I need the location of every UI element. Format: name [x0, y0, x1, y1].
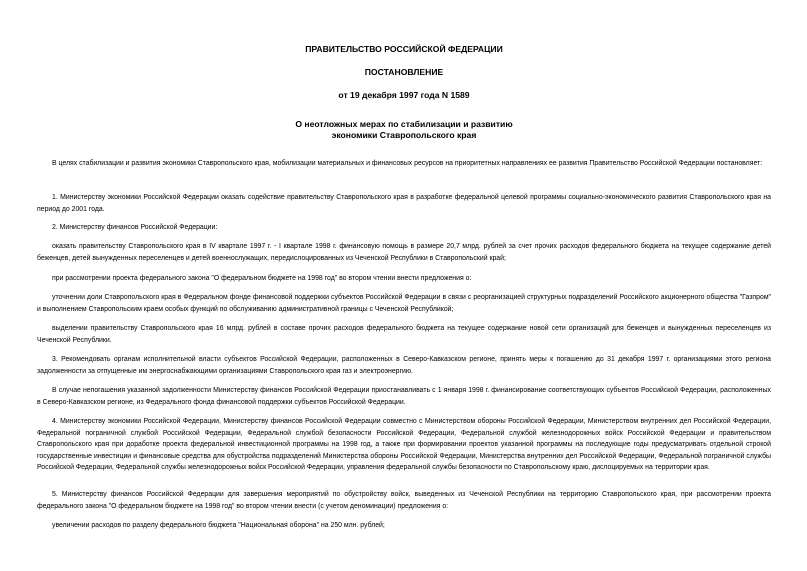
- paragraph-preamble: В целях стабилизации и развития экономики Ставропольского края, мобилизации материальных и финансовых ресурсов на приоритетных направлениях ее развития Правительство Российской Федерации постановляет:: [52, 160, 763, 167]
- document-type: ПОСТАНОВЛЕНИЕ: [364, 67, 444, 77]
- paragraph-3-nonpayment: В случае непогашения указанной задолженности Министерству финансов Российской Федерации приостанавливать с 1 января 1998 г. финансирование соответствующих субъектов Российской Федерации, расположенных в Северо-Кавказском регионе, из Федерального фонда финансовой поддержки субъектов Российской Федерации.: [37, 387, 771, 406]
- paragraph-5: 5. Министерству финансов Российской Федерации для завершения мероприятий по обустройству войск, выведенных из Чеченской Республики на территорию Ставропольского края, при рассмотрении проекта федерального закона "О федеральном бюджете на 1998 год" во втором чтении внести (с учетом деноминации) предложения о:: [37, 491, 771, 510]
- title-line-1: О неотложных мерах по стабилизации и развитию: [295, 119, 513, 129]
- paragraph-3: 3. Рекомендовать органам исполнительной власти субъектов Российской Федерации, расположенных в Северо-Кавказском регионе, принять меры к погашению до 31 декабря 1997 г. организациями этого региона задолженности за отпущенные им энергоснабжающими организациями Ставропольского края газ и электроэнергию.: [37, 356, 771, 375]
- paragraph-2: 2. Министерству финансов Российской Федерации:: [52, 224, 218, 231]
- paragraph-2-budget-proposals: при рассмотрении проекта федерального закона "О федеральном бюджете на 1998 год" во втором чтении внести предложения о:: [52, 275, 472, 282]
- paragraph-2-allocation: выделении правительству Ставропольского края 16 млрд. рублей в составе прочих расходов федерального бюджета на текущее содержание новой сети организаций для беженцев и вынужденных переселенцев из Чеченской Республики.: [37, 325, 771, 344]
- paragraph-5-defense-spending: увеличении расходов по разделу федерального бюджета "Национальная оборона" на 250 млн. рублей;: [52, 522, 385, 529]
- paragraph-1: 1. Министерству экономики Российской Федерации оказать содействие правительству Ставропольского края в разработке федеральной целевой программы социально-экономического развития Ставропольского края на период до 2001 года.: [37, 194, 771, 213]
- document-page: [37, 0, 771, 571]
- title-line-2: экономики Ставропольского края: [331, 130, 477, 140]
- date-and-number: от 19 декабря 1997 года N 1589: [338, 90, 470, 100]
- paragraph-2-aid: оказать правительству Ставропольского края в IV квартале 1997 г. - I квартале 1998 г. финансовую помощь в размере 20,7 млрд. рублей за счет прочих расходов федерального бюджета на текущее содержание детей беженцев, детей вынужденных переселенцев и детей военнослужащих, передислоцированных из Чеченской Республики в Ставропольский край;: [37, 243, 771, 262]
- paragraph-4: 4. Министерству экономики Российской Федерации, Министерству финансов Российской Федерации совместно с Министерством обороны Российской Федерации, Министерством внутренних дел Российской Федерации, Федеральной пограничной службой Российской Федерации, Федеральной службой безопасности Российской Федерации, Федеральной службой железнодорожных войск Российской Федерации и правительством Ставропольского края при доработке проекта федеральной инвестиционной программы на 1998 год, а также при формировании проектов указанной программы на последующие годы предусматривать отдельной строкой государственные инвестиции и финансовые средства для обустройства подразделений Министерства обороны Российской Федерации, Министерства внутренних дел Российской Федерации, Федеральной пограничной службы Российской Федерации, Федеральной службы железнодорожных войск Российской Федерации, управления федеральной службы безопасности по Ставропольскому краю, дислоцируемых на территории края.: [37, 418, 771, 471]
- paragraph-2-share-clarification: уточнении доли Ставропольского края в Федеральном фонде финансовой поддержки субъектов Российской Федерации в связи с реорганизацией структурных подразделений Российского акционерного общества "Газпром" и выполнением Ставропольским краем особых функций по обслуживанию административной границы с Чеченской Республикой;: [37, 294, 771, 313]
- government-heading: ПРАВИТЕЛЬСТВО РОССИЙСКОЙ ФЕДЕРАЦИИ: [305, 44, 503, 54]
